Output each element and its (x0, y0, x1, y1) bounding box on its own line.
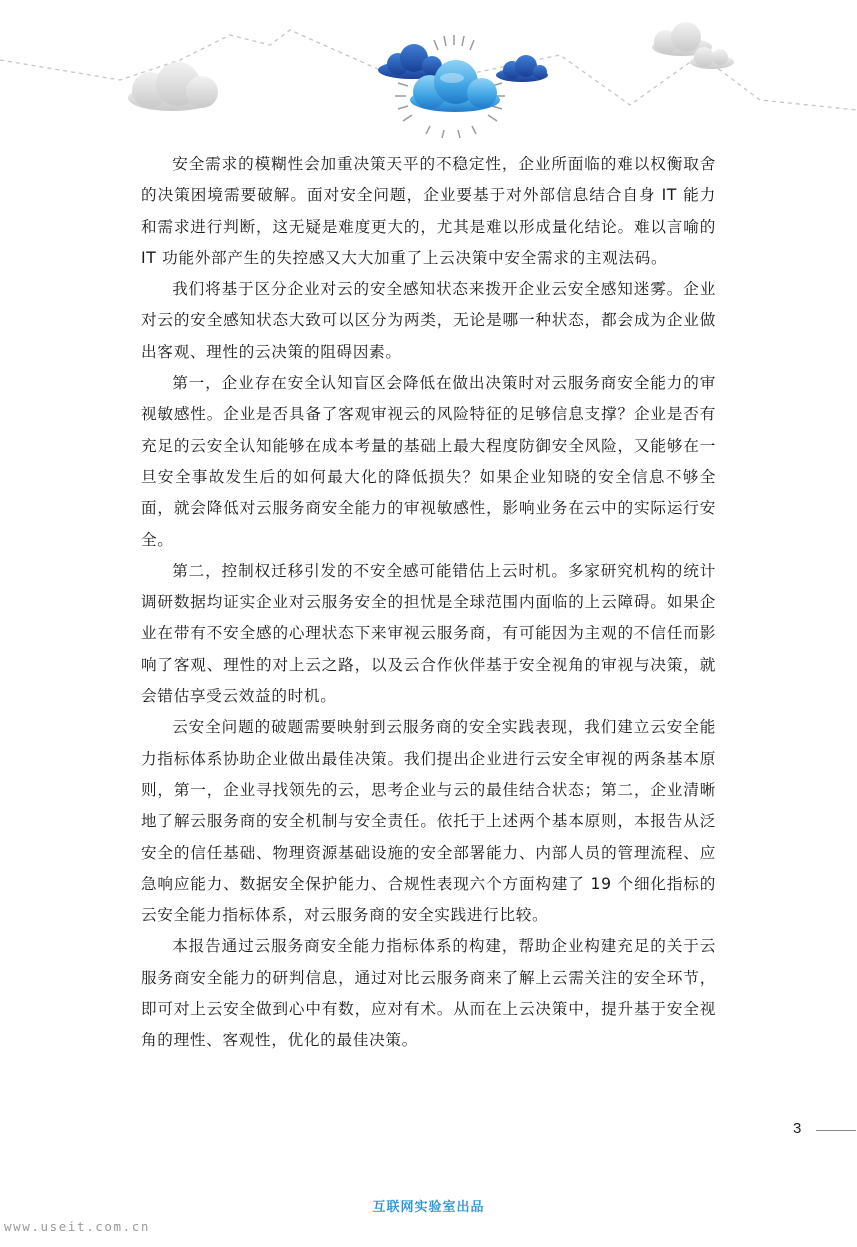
cloud-cluster-logo (378, 35, 548, 138)
gray-cloud-icon (652, 22, 734, 69)
paragraph: 第二，控制权迁移引发的不安全感可能错估上云时机。多家研究机构的统计调研数据均证实企业对云服务安全的担忧是全球范围内面临的上云障碍。如果企业在带有不安全感的心理状态下来审视云服务商，有可能因为主观的不信任而影响了客观、理性的对上云之路，以及云合作伙伴基于安全视角的审视与决策，就会错估享受云效益的时机。 (141, 561, 716, 706)
body-text (141, 149, 716, 1057)
paragraph: 云安全问题的破题需要映射到云服务商的安全实践表现，我们建立云安全能力指标体系协助企业做出最佳决策。我们提出企业进行云安全审视的两条基本原则，第一，企业寻找领先的云，思考企业与云的最佳结合状态；第二，企业清晰地了解云服务商的安全机制与安全责任。依托于上述两个基本原则，本报告从泛安全的信任基础、物理资源基础设施的安全部署能力、内部人员的管理流程、应急响应能力、数据安全保护能力、合规性表现六个方面构建了 19 个细化指标的云安全能力指标体系，对云服务商的安全实践进行比较。 (141, 718, 716, 925)
page-number-rule (816, 1130, 856, 1131)
paragraph: 安全需求的模糊性会加重决策天平的不稳定性，企业所面临的难以权衡取舍的决策困境需要破解。面对安全问题，企业要基于对外部信息结合自身 IT 能力和需求进行判断，这无疑是难度更大的，尤其是难以形成量化结论。难以言喻的 IT 功能外部产生的失控感又大大加重了上云决策中安全需求的主观法码。 (141, 155, 716, 267)
paragraph: 我们将基于区分企业对云的安全感知状态来拨开企业云安全感知迷雾。企业对云的安全感知状态大致可以区分为两类，无论是哪一种状态，都会成为企业做出客观、理性的云决策的阻碍因素。 (141, 280, 716, 361)
paragraph: 本报告通过云服务商安全能力指标体系的构建，帮助企业构建充足的关于云服务商安全能力的研判信息，通过对比云服务商来了解上云需关注的安全环节，即可对上云安全做到心中有数，应对有术。从而在上云决策中，提升基于安全视角的理性、客观性，优化的最佳决策。 (141, 937, 716, 1050)
gray-cloud-icon (128, 62, 218, 111)
publisher-credit: 互联网实验室出品 (372, 1200, 485, 1215)
paragraph: 第一，企业存在安全认知盲区会降低在做出决策时对云服务商安全能力的审视敏感性。企业是否具备了客观审视云的风险特征的足够信息支撑？企业是否有充足的云安全认知能够在成本考量的基础上最大程度防御安全风险，又能够在一旦安全事故发生后的如何最大化的降低损失？如果企业知晓的安全信息不够全面，就会降低对云服务商安全能力的审视敏感性，影响业务在云中的实际运行安全。 (141, 374, 716, 549)
page-number: 3 (793, 1120, 802, 1137)
watermark: www.useit.com.cn (4, 1219, 151, 1234)
header-decoration (0, 0, 857, 140)
